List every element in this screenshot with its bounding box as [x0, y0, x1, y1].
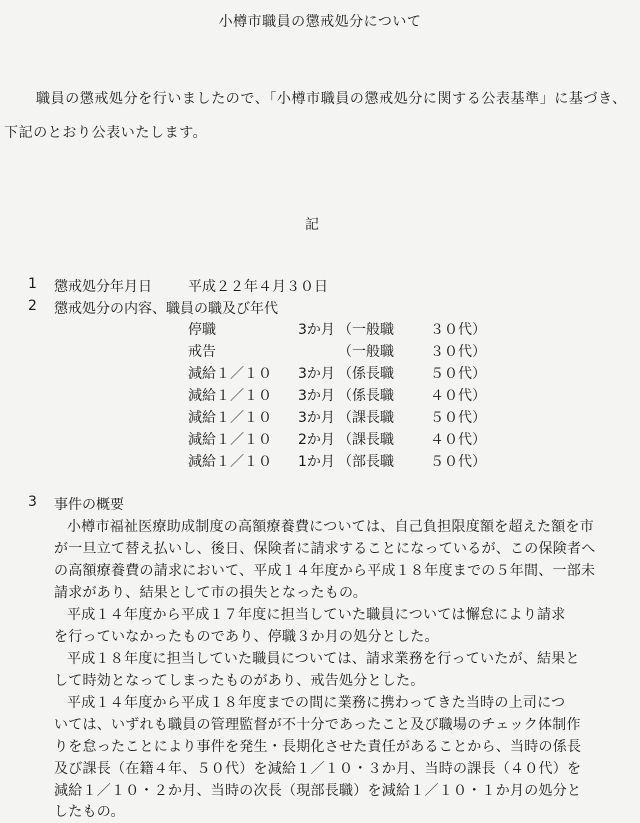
summary-line: 小樽市福祉医療助成制度の高額療養費については、自己負担限度額を超えた額を市 — [67, 519, 594, 535]
section-3-number: 3 — [28, 494, 37, 510]
discipline-period: 3か月 — [298, 410, 335, 426]
summary-line: 減給１／１０・２か月、当時の次長（現部長職）を減給１／１０・１か月の処分と — [54, 783, 582, 799]
ki-heading: 記 — [305, 217, 319, 233]
discipline-period: 3か月 — [298, 322, 335, 338]
discipline-action: 戒告 — [188, 344, 216, 360]
summary-line: 平成１４年度から平成１７年度に担当していた職員については懈怠により請求 — [67, 607, 566, 623]
document-title: 小樽市職員の懲戒処分について — [218, 14, 422, 30]
discipline-period: 1か月 — [298, 454, 335, 470]
intro-line-1: 職員の懲戒処分を行いましたので、「小樽市職員の懲戒処分に関する公表基準」に基づき、 — [36, 91, 627, 107]
discipline-rank: （課長職 — [338, 410, 394, 426]
summary-line: を行っていなかったものであり、停職３か月の処分とした。 — [54, 629, 439, 645]
discipline-age: ４０代） — [430, 388, 486, 404]
discipline-rank: （係長職 — [338, 366, 394, 382]
section-3-label: 事件の概要 — [54, 497, 124, 513]
summary-line: の高額療養費の請求において、平成１４年度から平成１８年度までの５年間、一部未 — [54, 563, 596, 579]
summary-line: いては、いずれも職員の管理監督が不十分であったこと及び職場のチェック体制作 — [54, 717, 581, 733]
discipline-rank: （一般職 — [338, 344, 394, 360]
summary-line: 平成１８年度に担当していた職員については、請求業務を行っていたが、結果と — [67, 651, 580, 667]
discipline-age: ５０代） — [430, 454, 486, 470]
discipline-rank: （一般職 — [338, 322, 394, 338]
summary-line: したもの。 — [54, 804, 125, 820]
discipline-rank: （係長職 — [338, 388, 394, 404]
section-1-number: 1 — [28, 276, 37, 292]
discipline-rank: （課長職 — [338, 432, 394, 448]
summary-line: して時効となってしまったものがあり、戒告処分とした。 — [54, 673, 425, 689]
discipline-action: 減給１／１０ — [188, 366, 272, 382]
discipline-action: 停職 — [188, 322, 216, 338]
summary-line: りを怠ったことにより事件を発生・長期化させた責任があることから、当時の係長 — [54, 739, 582, 755]
discipline-action: 減給１／１０ — [188, 454, 272, 470]
discipline-age: ４０代） — [430, 432, 486, 448]
summary-line: が一旦立て替え払いし、後日、保険者に請求することになっているが、この保険者へ — [54, 541, 596, 557]
discipline-period: 3か月 — [298, 388, 335, 404]
discipline-period: 2か月 — [298, 432, 335, 448]
discipline-age: ５０代） — [430, 366, 486, 382]
section-1-date: 平成２２年４月３０日 — [188, 279, 328, 295]
section-2-number: 2 — [28, 298, 37, 314]
intro-line-2: 下記のとおり公表いたします。 — [4, 125, 208, 141]
section-1-label: 懲戒処分年月日 — [54, 279, 152, 295]
discipline-age: ３０代） — [430, 322, 486, 338]
discipline-age: ５０代） — [430, 410, 486, 426]
discipline-age: ３０代） — [430, 344, 486, 360]
summary-line: 平成１４年度から平成１８年度までの間に業務に携わってきた当時の上司につ — [67, 695, 566, 711]
summary-line: 及び課長（在籍４年、５０代）を減給１／１０・３か月、当時の課長（４０代）を — [54, 761, 582, 777]
section-2-label: 懲戒処分の内容、職員の職及び年代 — [54, 301, 278, 317]
discipline-period: 3か月 — [298, 366, 335, 382]
discipline-action: 減給１／１０ — [188, 410, 272, 426]
discipline-rank: （部長職 — [338, 454, 394, 470]
discipline-action: 減給１／１０ — [188, 388, 272, 404]
summary-line: 請求があり、結果として市の損失となったもの。 — [54, 585, 367, 601]
discipline-action: 減給１／１０ — [188, 432, 272, 448]
